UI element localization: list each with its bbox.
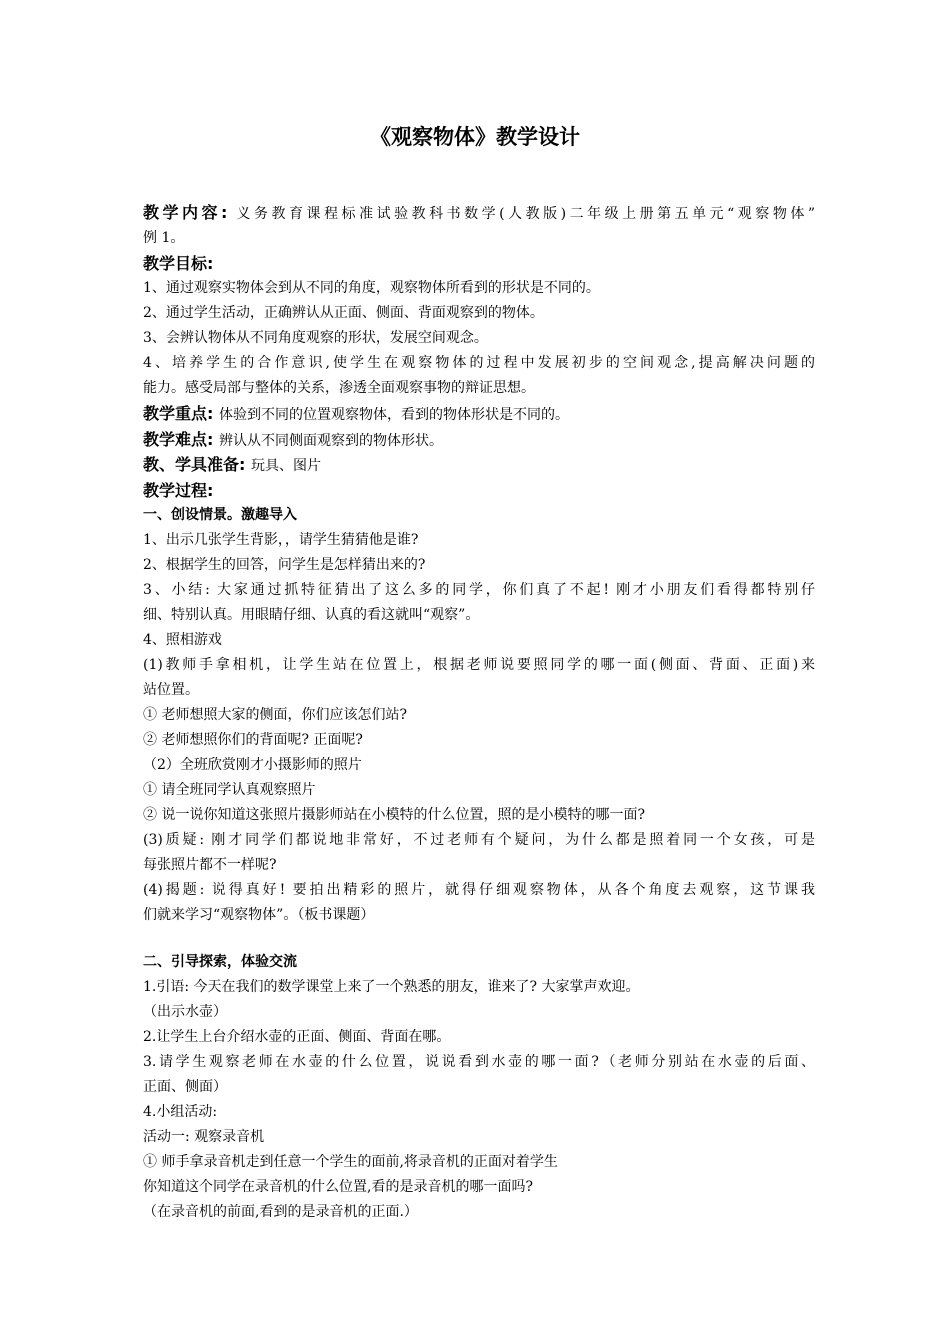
content-line-1: 教学内容: 义务教育课程标准试验教科书数学(人教版)二年级上册第五单元“观察物体” [143,203,815,222]
section2-line-9: 你知道这个同学在录音机的什么位置,看的是录音机的哪一面吗? [143,1179,533,1195]
difficulty-line: 教学难点: 辨认从不同侧面观察到的物体形状。 [143,429,443,449]
section1-line-8: ① 老师想照大家的侧面，你们应该怎们站? [143,707,407,723]
section1-line-4: 细、特别认真。用眼睛仔细、认真的看这就叫“观察”。 [143,607,480,623]
goal-item-4-cont: 能力。感受局部与整体的关系，渗透全面观察事物的辩证思想。 [143,380,535,396]
materials-label: 教、学具准备 [143,455,240,474]
section1-line-11: ① 请全班同学认真观察照片 [143,782,316,798]
difficulty-label: 教学难点 [143,429,208,449]
content-line-2: 例 1。 [143,229,185,246]
section1-line-14: 每张照片都不一样呢? [143,857,277,873]
materials-text: 玩具、图片 [250,458,321,474]
materials-line: 教、学具准备: 玩具、图片 [143,455,321,474]
goals-heading: 教学目标: [143,253,214,273]
difficulty-text: 辨认从不同侧面观察到的物体形状。 [218,432,443,449]
process-heading: 教学过程: [143,480,214,500]
section1-line-13: (3)质疑: 刚才同学们都说地非常好，不过老师有个疑问，为什么都是照着同一个女孩，可是 [143,832,815,848]
section1-line-9: ② 老师想照你们的背面呢? 正面呢? [143,732,363,748]
section2-line-8: ① 师手拿录音机走到任意一个学生的面前,将录音机的正面对着学生 [143,1154,558,1170]
section2-line-10: （在录音机的前面,看到的是录音机的正面.） [143,1204,418,1220]
section2-line-3: 2.让学生上台介绍水壶的正面、侧面、背面在哪。 [143,1029,451,1045]
key-point-text: 体验到不同的位置观察物体，看到的物体形状是不同的。 [218,407,569,423]
section1-line-6: (1)教师手拿相机，让学生站在位置上，根据老师说要照同学的哪一面(侧面、背面、正面)来 [143,657,815,673]
section1-line-2: 2、根据学生的回答，问学生是怎样猜出来的? [143,557,426,573]
goal-item-3: 3、会辨认物体从不同角度观察的形状，发展空间观念。 [143,330,488,346]
section1-line-5: 4、照相游戏 [143,632,222,648]
section2-line-4: 3.请学生观察老师在水壶的什么位置，说说看到水壶的哪一面?（老师分别站在水壶的后面、 [143,1054,815,1070]
section2-heading: 二、引导探索，体验交流 [143,954,297,970]
section1-line-16: 们就来学习“观察物体”。（板书课题） [143,907,375,923]
content-label: 教学内容 [143,203,222,222]
goal-item-4: 4、培养学生的合作意识,使学生在观察物体的过程中发展初步的空间观念,提高解决问题的 [143,355,815,371]
section1-line-3: 3、小结: 大家通过抓特征猜出了这么多的同学，你们真了不起! 刚才小朋友们看得都特别仔 [143,582,815,598]
section1-line-10: （2）全班欣赏刚才小摄影师的照片 [143,757,362,773]
section1-heading: 一、创设情景。激趣导入 [143,507,297,523]
key-point-label: 教学重点 [143,404,208,423]
goal-item-1: 1、通过观察实物体会到从不同的角度，观察物体所看到的形状是不同的。 [143,280,600,296]
section1-line-1: 1、出示几张学生背影，，请学生猜猜他是谁? [143,532,419,548]
section1-line-15: (4)揭题: 说得真好! 要拍出精彩的照片，就得仔细观察物体，从各个角度去观察，这节课我 [143,882,815,898]
section2-line-5: 正面、侧面） [143,1079,227,1095]
section2-line-1: 1.引语: 今天在我们的数学课堂上来了一个熟悉的朋友，谁来了? 大家掌声欢迎。 [143,979,640,995]
section2-line-6: 4.小组活动: [143,1104,218,1120]
section1-line-12: ② 说一说你知道这张照片摄影师站在小模特的什么位置，照的是小模特的哪一面? [143,807,645,823]
goal-item-2: 2、通过学生活动，正确辨认从正面、侧面、背面观察到的物体。 [143,305,544,321]
page-title: 《观察物体》教学设计 [370,125,580,149]
content-text-1: 义务教育课程标准试验教科书数学(人教版)二年级上册第五单元“观察物体” [236,206,815,222]
section2-line-2: （出示水壶） [143,1004,227,1020]
document-body [143,200,815,1225]
key-point-line: 教学重点: 体验到不同的位置观察物体，看到的物体形状是不同的。 [143,404,569,423]
section1-line-7: 站位置。 [143,682,199,698]
section2-line-7: 活动一: 观察录音机 [143,1129,265,1145]
